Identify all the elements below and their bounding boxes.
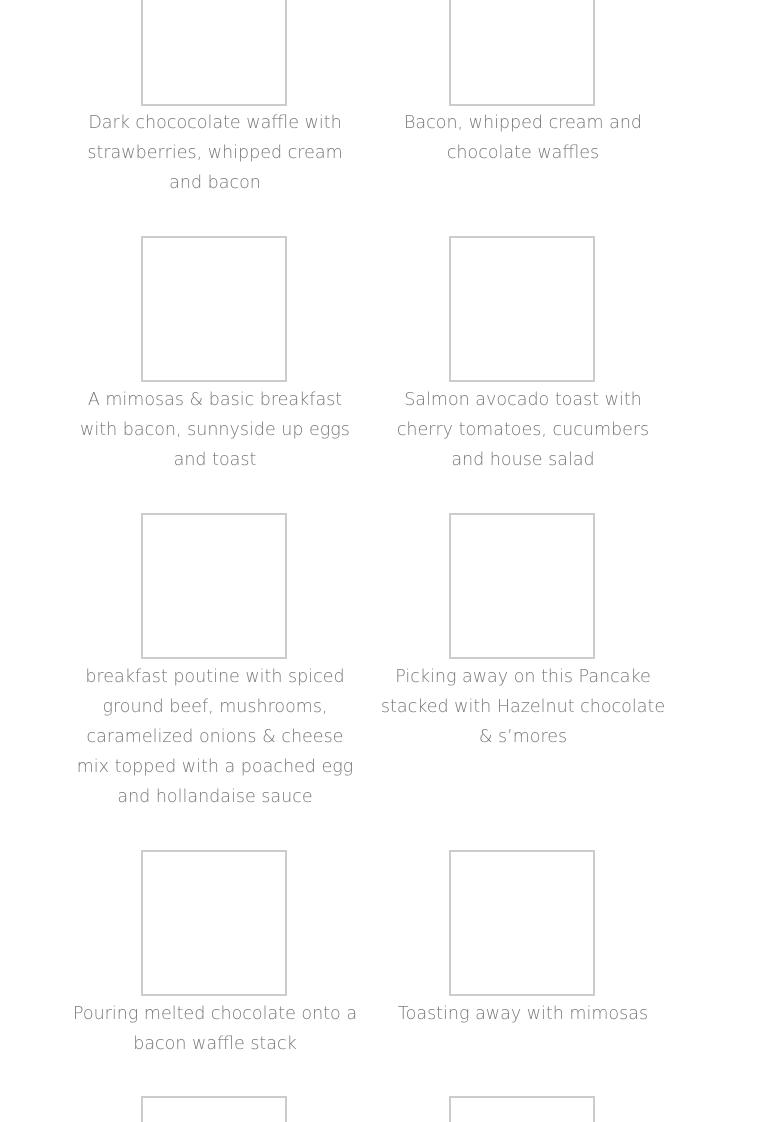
gallery-thumbnail[interactable] [141,236,287,382]
gallery-caption: A mimosas & basic breakfast with bacon, sunnyside up eggs and toast [80,390,350,470]
gallery-caption: Picking away on this Pancake stacked with Hazelnut chocolate & s’mores [380,667,666,747]
gallery-caption: Bacon, whipped cream and chocolate waffles [403,113,643,163]
gallery-thumbnail[interactable] [449,850,595,996]
gallery-thumbnail[interactable] [449,236,595,382]
gallery-caption: Salmon avocado toast with cherry tomatoes, cucumbers and house salad [396,390,650,470]
gallery-caption: Toasting away with mimosas [397,1004,649,1024]
gallery-thumbnail[interactable] [141,513,287,659]
gallery-thumbnail[interactable] [449,0,595,106]
gallery-caption: Pouring melted chocolate onto a bacon waffle stack [72,1004,358,1054]
gallery-caption: Dark chococolate waffle with strawberries, whipped cream and bacon [87,113,343,193]
gallery-thumbnail[interactable] [449,513,595,659]
gallery-caption: breakfast poutine with spiced ground beef, mushrooms, caramelized onions & cheese mix topped with a poached egg and hollandaise sauce [76,667,354,807]
gallery-thumbnail[interactable] [141,850,287,996]
gallery-thumbnail[interactable] [449,1096,595,1122]
gallery-thumbnail[interactable] [141,0,287,106]
gallery-thumbnail[interactable] [141,1096,287,1122]
